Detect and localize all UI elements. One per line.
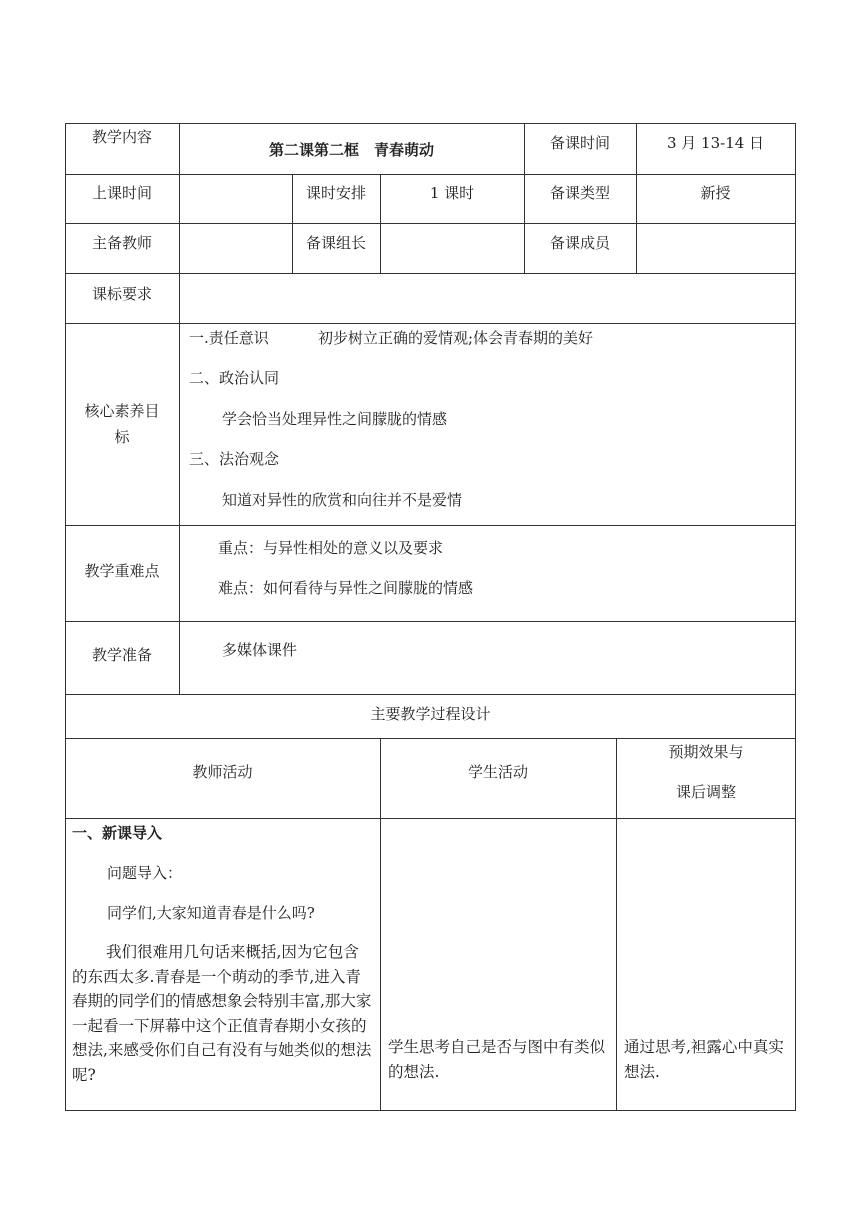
prep-time-value: 3 月 13-14 日	[666, 134, 765, 152]
section-title: 一、新课导入	[72, 824, 163, 842]
key-points-label: 教学重难点	[84, 562, 160, 580]
prep-time-label: 备课时间	[549, 134, 610, 152]
core-item1-text: 初步树立正确的爱情观;体会青春期的美好	[318, 329, 594, 347]
preparation-label: 教学准备	[91, 646, 152, 664]
preparation-value: 多媒体课件	[222, 641, 298, 659]
core-item2-text: 学会恰当处理异性之间朦胧的情感	[222, 410, 448, 428]
table-border-right	[795, 123, 796, 1111]
prep-type-value: 新授	[700, 184, 731, 202]
key-point: 重点：与异性相处的意义以及要求	[218, 539, 444, 557]
difficult-point: 难点：如何看待与异性之间朦胧的情感	[218, 579, 474, 597]
col-student-activity: 学生活动	[467, 763, 528, 781]
table-border-left	[65, 123, 66, 1111]
class-time-label: 上课时间	[91, 184, 152, 202]
core-item2-title: 二、政治认同	[189, 369, 280, 387]
table-rule	[380, 738, 381, 1110]
lesson-title: 第二课第二框 青春萌动	[268, 141, 434, 159]
group-leader-label: 备课组长	[305, 234, 366, 252]
table-rule	[65, 738, 796, 739]
table-rule	[65, 525, 796, 526]
table-rule	[65, 694, 796, 695]
hours-label: 课时安排	[305, 184, 366, 202]
table-border-top	[65, 123, 796, 124]
table-rule	[65, 621, 796, 622]
col-effect-line1: 预期效果与	[668, 743, 744, 761]
table-rule	[65, 174, 796, 175]
col-teacher-activity: 教师活动	[192, 763, 253, 781]
core-item1-title: 一.责任意识	[189, 329, 269, 347]
prep-type-label: 备课类型	[549, 184, 610, 202]
core-item3-title: 三、法治观念	[189, 450, 280, 468]
question-text: 同学们,大家知道青春是什么吗?	[107, 904, 315, 922]
core-label-line1: 核心素养目	[84, 402, 160, 420]
core-item3-text: 知道对异性的欣赏和向往并不是爱情	[222, 491, 463, 509]
table-rule	[65, 223, 796, 224]
table-rule	[65, 818, 796, 819]
standards-label: 课标要求	[91, 285, 152, 303]
process-title: 主要教学过程设计	[370, 705, 491, 723]
table-border-bottom	[65, 1110, 796, 1111]
hours-value: 1 课时	[429, 184, 475, 202]
table-rule	[65, 323, 796, 324]
core-label-line2: 标	[114, 428, 130, 446]
student-activity-text: 学生思考自己是否与图中有类似的想法.	[388, 1038, 606, 1081]
expected-effect-text: 通过思考,袒露心中真实想法.	[624, 1038, 784, 1081]
members-label: 备课成员	[549, 234, 610, 252]
table-rule	[65, 273, 796, 274]
main-teacher-label: 主备教师	[91, 234, 152, 252]
content-label: 教学内容	[91, 128, 152, 146]
intro-paragraph: 我们很难用几句话来概括,因为它包含的东西太多.青春是一个萌动的季节,进入青春期的同学们的情感想象会特别丰富,那大家一起看一下屏幕中这个正值青春期小女孩的想法,来感受你们自己有没有与她类似的想法呢?	[72, 943, 372, 1084]
table-rule	[179, 123, 180, 694]
question-intro: 问题导入：	[107, 864, 183, 882]
col-effect-line2: 课后调整	[675, 783, 736, 801]
